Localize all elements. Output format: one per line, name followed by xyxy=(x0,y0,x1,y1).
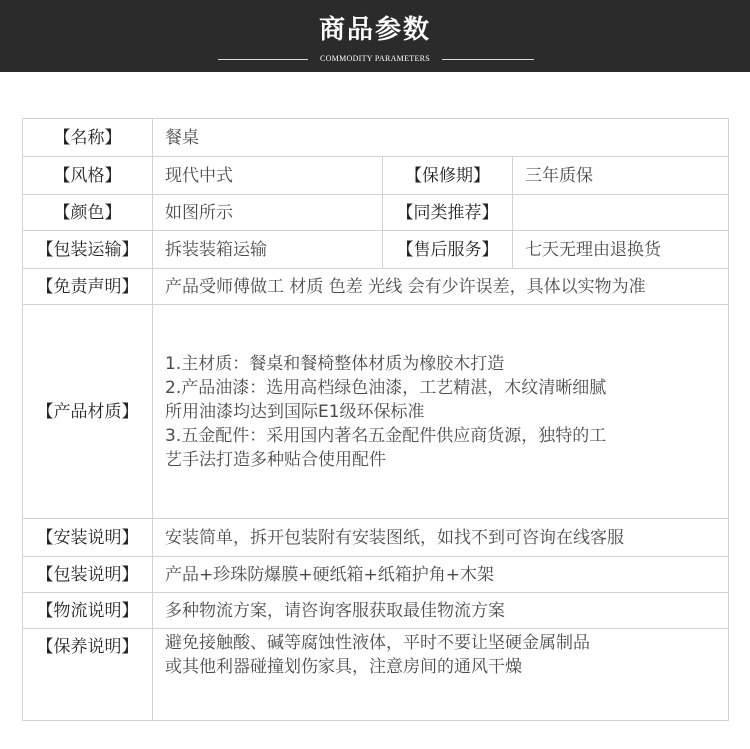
value-style: 现代中式 xyxy=(153,157,383,195)
row-material xyxy=(23,305,729,519)
row-care xyxy=(23,629,729,721)
value-warranty: 三年质保 xyxy=(513,157,729,195)
value-install: 安装简单，拆开包装附有安装图纸，如找不到可咨询在线客服 xyxy=(153,519,729,557)
page-title: 商品参数 xyxy=(318,15,431,45)
value-disclaimer: 产品受师傅做工 材质 色差 光线 会有少许误差，具体以实物为准 xyxy=(153,269,729,305)
page-subtitle: COMMODITY PARAMETERS xyxy=(319,54,431,63)
material-line: 2.产品油漆：选用高档绿色油漆，工艺精湛，木纹清晰细腻 xyxy=(165,377,607,398)
header-banner xyxy=(0,0,750,72)
value-after-sales: 七天无理由退换货 xyxy=(513,231,729,269)
material-line: 艺手法打造多种贴合使用配件 xyxy=(165,449,386,470)
row-shipping xyxy=(23,231,729,269)
row-packing xyxy=(23,557,729,593)
label-shipping: 【包装运输】 xyxy=(23,231,153,269)
value-material xyxy=(153,305,729,519)
row-name xyxy=(23,119,729,157)
value-care xyxy=(153,629,729,721)
material-line: 1.主材质：餐桌和餐椅整体材质为橡胶木打造 xyxy=(165,353,505,374)
label-style: 【风格】 xyxy=(23,157,153,195)
row-install xyxy=(23,519,729,557)
label-warranty: 【保修期】 xyxy=(383,157,513,195)
material-line: 所用油漆均达到国际E1级环保标准 xyxy=(165,401,425,422)
care-line: 避免接触酸、碱等腐蚀性液体，平时不要让坚硬金属制品 xyxy=(165,633,590,653)
value-name: 餐桌 xyxy=(153,119,729,157)
label-color: 【颜色】 xyxy=(23,195,153,231)
label-after-sales: 【售后服务】 xyxy=(383,231,513,269)
value-logistics: 多种物流方案，请咨询客服获取最佳物流方案 xyxy=(153,593,729,629)
value-shipping: 拆装装箱运输 xyxy=(153,231,383,269)
label-care: 【保养说明】 xyxy=(23,629,153,721)
row-style xyxy=(23,157,729,195)
label-name: 【名称】 xyxy=(23,119,153,157)
label-disclaimer: 【免责声明】 xyxy=(23,269,153,305)
material-line: 3.五金配件：采用国内著名五金配件供应商货源，独特的工 xyxy=(165,425,607,446)
row-disclaimer xyxy=(23,269,729,305)
title-divider-right xyxy=(442,59,534,60)
label-recommend: 【同类推荐】 xyxy=(383,195,513,231)
label-logistics: 【物流说明】 xyxy=(23,593,153,629)
parameters-table xyxy=(22,118,729,721)
label-install: 【安装说明】 xyxy=(23,519,153,557)
value-color: 如图所示 xyxy=(153,195,383,231)
care-line: 或其他利器碰撞划伤家具，注意房间的通风干燥 xyxy=(165,657,522,677)
value-recommend xyxy=(513,195,729,231)
value-packing: 产品+珍珠防爆膜+硬纸箱+纸箱护角+木架 xyxy=(153,557,729,593)
label-material: 【产品材质】 xyxy=(23,305,153,519)
row-color xyxy=(23,195,729,231)
row-logistics xyxy=(23,593,729,629)
label-packing: 【包装说明】 xyxy=(23,557,153,593)
